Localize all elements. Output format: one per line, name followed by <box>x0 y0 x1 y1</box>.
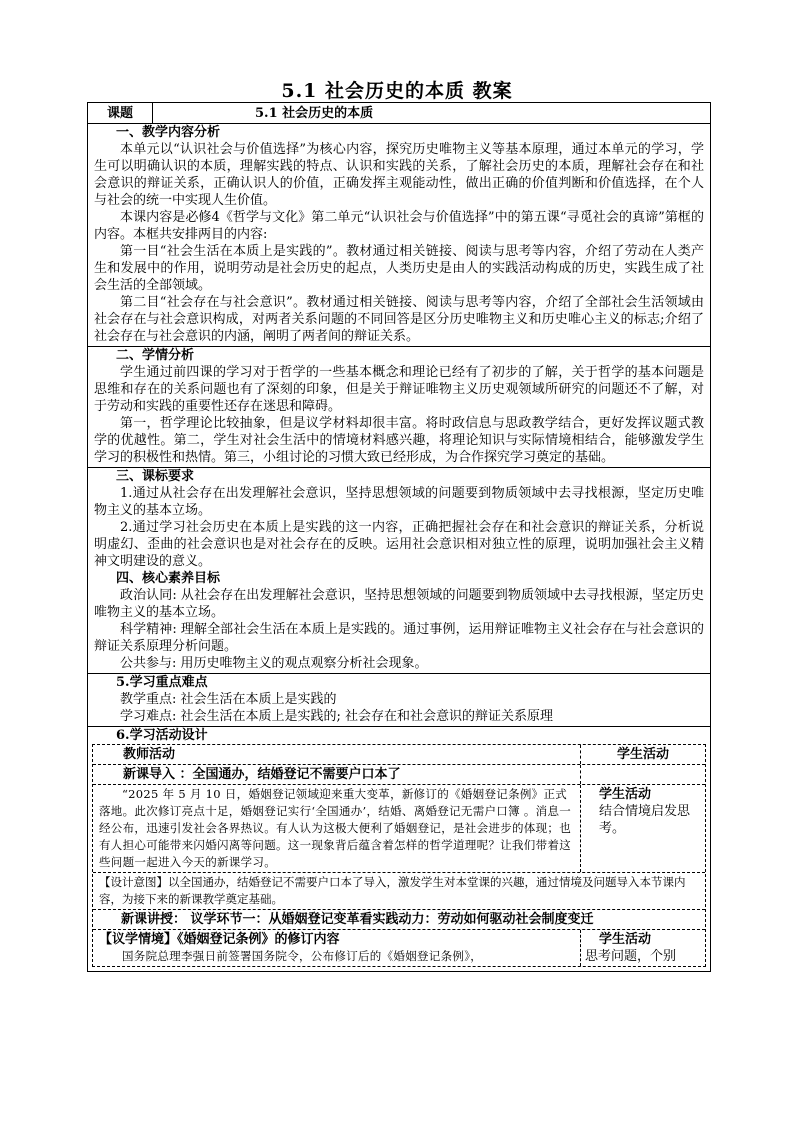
student-column-header: 学生活动 <box>616 747 669 762</box>
teacher-column-header: 教师活动 <box>93 745 581 764</box>
section-heading: 6.学习活动设计 <box>116 728 208 743</box>
intro-student-cell <box>581 785 705 872</box>
paragraph: 公共参与: 用历史唯物主义的观点观察分析社会现象。 <box>120 656 428 671</box>
paragraph: 本课内容是必修4《哲学与文化》第二单元“认识社会与价值选择”中的第五课“寻觅社会的真谛”第框的内容。本框共安排两目的内容: <box>94 210 704 242</box>
paragraph: 1.通过从社会存在出发理解社会意识，坚持思想领域的问题要到物质领域中去寻找根源，坚定历史唯物主义的基本立场。 <box>94 486 704 518</box>
intro-row <box>93 785 705 873</box>
lesson-plan-table <box>87 102 711 972</box>
paragraph: 2.通过学习社会历史在本质上是实践的这一内容，正确把握社会存在和社会意识的辩证关系，分析说明虚幻、歪曲的社会意识也是对社会存在的反映。运用社会意识相对独立性的原理，说明加强社会主义精神文明建设的意义。 <box>94 520 704 569</box>
student-activity-title: 学生活动 <box>599 932 652 947</box>
paragraph: 政治认同: 从社会存在出发理解社会意识，坚持思想领域的问题要到物质领域中去寻找根源，坚定历史唯物主义的基本立场。 <box>94 588 704 620</box>
paragraph: 学习难点: 社会生活在本质上是实践的; 社会存在和社会意识的辩证关系原理 <box>120 709 554 724</box>
topic-label: 课题 <box>88 103 153 123</box>
section-heading: 三、课标要求 <box>116 469 195 484</box>
topic-value: 5.1 社会历史的本质 <box>255 106 374 121</box>
design-intent: 【设计意图】以全国通办，结婚登记不需要户口本了导入，激发学生对本堂课的兴趣，通过情境及问题导入本节课内容，为接下来的新课教学奠定基础。 <box>99 875 686 906</box>
situation-student-cell <box>581 930 705 966</box>
section-curriculum-goals <box>88 468 710 674</box>
paragraph: 教学重点: 社会生活在本质上是实践的 <box>120 692 337 707</box>
section-content-analysis <box>88 124 710 347</box>
lecture-title-row <box>93 910 705 930</box>
activity-header-row <box>93 745 705 765</box>
situation-row <box>93 930 705 966</box>
page-title: 5.1 社会历史的本质 教案 <box>281 80 513 102</box>
paragraph: 第一目“社会生活在本质上是实践的”。教材通过相关链接、阅读与思考等内容，介绍了劳动在人类产生和发展中的作用，说明劳动是社会历史的起点，人类历史是由人的实践活动构成的历史，实践生成了社会生活的全部领域。 <box>94 244 704 293</box>
situation-label: 【议学情境】《婚姻登记条例》的修订内容 <box>99 932 340 947</box>
activity-table <box>92 744 706 967</box>
paragraph: 第一，哲学理论比较抽象，但是议学材料却很丰富。将时政信息与思政教学结合，更好发挥议题式教学的优越性。第二，学生对社会生活中的情境材料感兴趣，将理论知识与实际情境相结合，能够激发学生学习的积极性和热情。第三，小组讨论的习惯大致已经形成，为合作探究学习奠定的基础。 <box>94 416 704 465</box>
intro-label: 新课导入 ：全国通办，结婚登记不需要户口本了 <box>93 765 581 784</box>
intro-text: “2025 年 5 月 10 日，婚姻登记领域迎来重大变革，新修订的《婚姻登记条例》正式落地。此次修订亮点十足，婚姻登记实行‘全国通办’，结婚、离婚登记无需户口簿 。消息一经公布，迅速引发社会各界热议。有人认为这极大便利了婚姻登记，是社会进步的体现；也有人担心可能带来闪婚闪离等问题。这一现象背后蕴含着怎样的哲学道理呢？让我们带着这些问题一起进入今天的新课学习。 <box>93 785 581 872</box>
section-heading: 一、教学内容分析 <box>116 125 221 140</box>
situation-cell <box>93 930 581 966</box>
empty-cell <box>581 765 705 784</box>
student-activity-text: 结合情境启发思考。 <box>599 804 691 836</box>
topic-row <box>88 103 710 124</box>
section-key-points <box>88 674 710 727</box>
student-activity-text: 思考问题，个别 <box>585 949 677 964</box>
lecture-title: 新课讲授： 议学环节一：从婚姻登记变革看实践动力：劳动如何驱动社会制度变迁 <box>121 912 594 927</box>
section-heading: 5.学习重点难点 <box>116 675 208 690</box>
intro-label-row <box>93 765 705 785</box>
paragraph: 本单元以“认识社会与价值选择”为核心内容，探究历史唯物主义等基本原理，通过本单元的学习，学生可以明确认识的本质，理解实践的特点、认识和实践的关系，了解社会历史的本质，理解社会存在和社会意识的辩证关系，正确认识人的价值，正确发挥主观能动性，做出正确的价值判断和价值选择，在个人与社会的统一中实现人生价值。 <box>94 142 704 208</box>
situation-text: 国务院总理李强日前签署国务院令，公布修订后的《婚姻登记条例》， <box>122 949 483 963</box>
section-heading: 四、核心素养目标 <box>116 571 221 586</box>
paragraph: 科学精神: 理解全部社会生活在本质上是实践的。通过事例，运用辩证唯物主义社会存在与社会意识的辩证关系原理分析问题。 <box>94 622 704 654</box>
section-student-analysis <box>88 347 710 468</box>
section-activity-design <box>88 727 710 967</box>
design-intent-row <box>93 873 705 910</box>
paragraph: 第二目“社会存在与社会意识”。教材通过相关链接、阅读与思考等内容，介绍了全部社会生活领域由社会存在与社会意识构成，对两者关系问题的不同回答是区分历史唯物主义和历史唯心主义的标志;介绍了社会存在与社会意识的内涵，阐明了两者间的辩证关系。 <box>94 295 704 344</box>
student-activity-title: 学生活动 <box>599 787 652 802</box>
section-heading: 二、学情分析 <box>116 348 195 363</box>
paragraph: 学生通过前四课的学习对于哲学的一些基本概念和理论已经有了初步的了解，关于哲学的基本问题是思维和存在的关系问题也有了深刻的印象，但是关于辩证唯物主义历史观领域所研究的问题还不了解，对于劳动和实践的重要性还存在迷思和障碍。 <box>94 365 704 414</box>
